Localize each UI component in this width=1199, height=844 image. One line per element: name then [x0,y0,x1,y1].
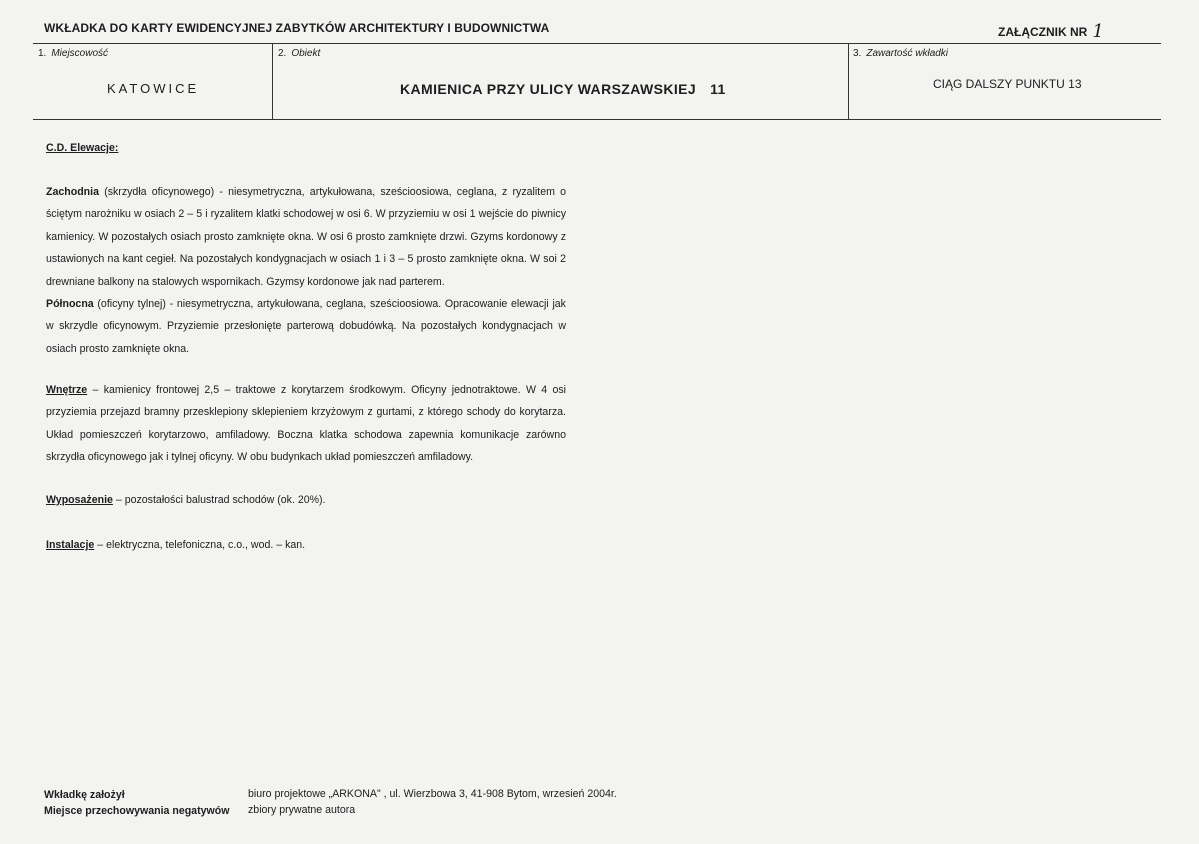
negatives-location-label: Miejsce przechowywania negatywów [44,805,230,817]
equipment-text: – pozostałości balustrad schodów (ok. 20%). [115,494,326,506]
document-title: WKŁADKA DO KARTY EWIDENCYJNEJ ZABYTKÓW ARCHITEKTURY I BUDOWNICTWA [44,21,550,35]
annex-label-text: ZAŁĄCZNIK NR [998,25,1088,39]
contents-field-label: 3. Zawartość wkładki [853,48,949,59]
contents-value: CIĄG DALSZY PUNKTU 13 [933,77,1082,91]
interior-text: – kamienicy frontowej 2,5 – traktowe z korytarzem środkowym. Oficyny jednotraktowe. W 4 osi przyziemia przejazd bramny przesklepiony sklepieniem krzyżowym z gurtami, z którego schody do korytarza. Układ pomieszczeń korytarzowo, amfiladowy. Boczna klatka schodowa zapewnia komunikacje zarówno skrzydła oficynowego jak i tylnej oficyny. W obu budynkach układ pomieszczeń amfiladowy. [46,384,566,464]
header-bottom-rule [33,119,1161,120]
west-elevation-text: (skrzydła oficynowego) - niesymetryczna, artykułowana, sześcioosiowa, ceglana, z ryzalitem o ściętym narożniku w osiach 2 – 5 i ryzalitem klatki schodowej w osi 6. W przyziemiu w osi 1 wejście do piwnicy kamienicy. W pozostałych osiach prosto zamknięte okna. W osi 6 prosto zamknięte drzwi. Gzyms kordonowy z ustawionych na kant cegieł. Na pozostałych kondygnacjach w osiach 1 i 3 – 5 prosto zamknięte okna. W soi 2 drewniane balkony na stalowych wspornikach. Gzymsy kordonowe jak nad parterem. [46,186,566,288]
field-divider-1 [272,43,273,119]
negatives-location-value: zbiory prywatne autora [248,804,356,816]
paragraph-interior [46,379,566,469]
author-label: Wkładkę założył [44,789,125,801]
annex-label [998,20,1104,41]
author-value: biuro projektowe „ARKONA" , ul. Wierzbowa 3, 41-908 Bytom, wrzesień 2004r. [248,788,617,800]
interior-heading: Wnętrze [46,384,88,396]
field-divider-2 [848,43,849,119]
installations-text: – elektryczna, telefoniczna, c.o., wod. – kan. [97,539,306,551]
header-top-rule [33,43,1161,44]
object-value: KAMIENICA PRZY ULICY WARSZAWSKIEJ 11 [400,81,726,97]
place-value: KATOWICE [107,81,200,96]
paragraph-equipment [46,489,566,511]
installations-heading: Instalacje [46,539,95,551]
paragraph-installations [46,534,566,556]
equipment-heading: Wyposażenie [46,494,113,506]
west-elevation-heading: Zachodnia [46,186,99,198]
north-elevation-text: (oficyny tylnej) - niesymetryczna, artykułowana, ceglana, sześcioosiowa. Opracowanie elewacji jak w skrzydle oficynowym. Przyziemie przesłonięte parterową dobudówką. Na pozostałych kondygnacjach w osiach prosto zamknięte okna. [46,298,566,355]
annex-number: 1 [1092,21,1104,42]
section-title-elevations: C.D. Elewacje: [46,142,119,154]
place-field-label: 1. Miejscowość [38,48,109,59]
paragraph-west-elevation [46,181,566,360]
north-elevation-heading: Północna [46,298,94,311]
object-field-label: 2. Obiekt [278,48,321,59]
